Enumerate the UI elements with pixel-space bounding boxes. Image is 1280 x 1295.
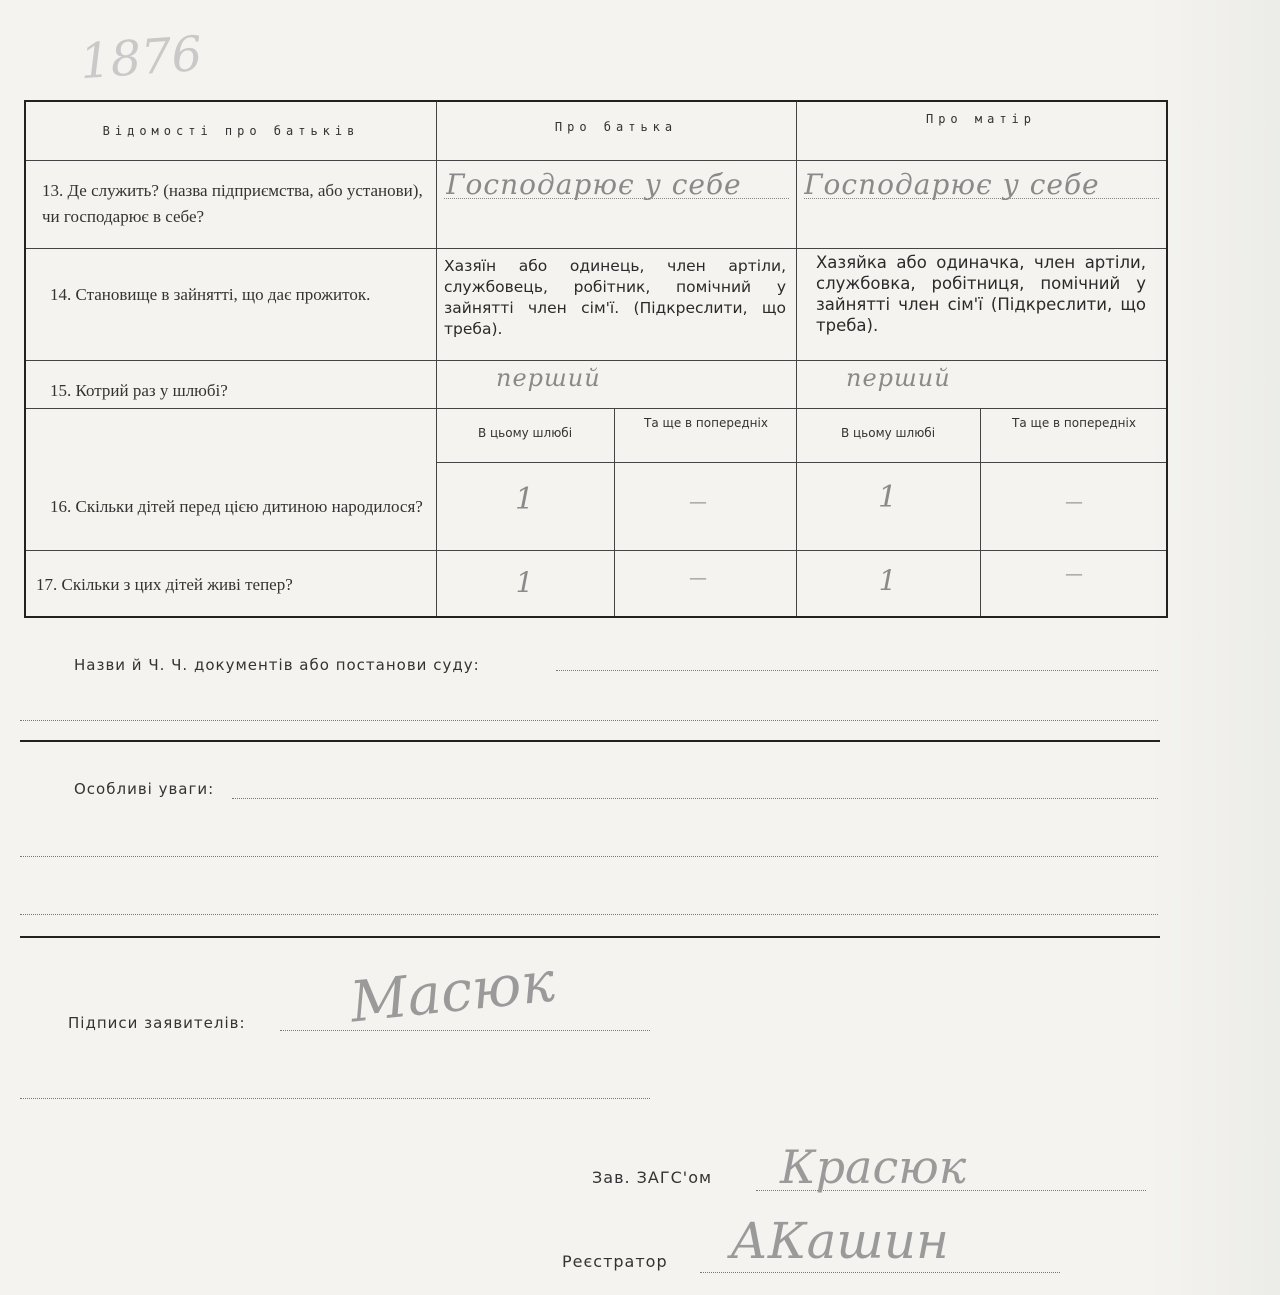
mother-this-marriage-header: В цьому шлюбі	[840, 426, 936, 440]
header-parents-info: Відомості про батьків	[102, 124, 360, 138]
mother-marriage-count: перший	[846, 364, 951, 392]
col-divider	[614, 408, 615, 616]
question-14: 14. Становище в зайнятті, що дає прожиток.	[50, 285, 371, 304]
father-marriage-count: перший	[496, 364, 601, 392]
dotted-underline	[444, 198, 789, 199]
signatures-fill-line-2	[20, 1098, 650, 1099]
remarks-fill-line	[232, 798, 1158, 799]
father-children-alive: 1	[515, 566, 535, 599]
mother-occupation-options: Хазяйка або одиначка, член артіли, службовка, робітниця, помічний у зайнятті член сім'ї (Підкреслити, що треба).	[816, 253, 1146, 335]
question-16: 16. Скільки дітей перед цією дитиною народилося?	[50, 497, 423, 516]
col-divider	[436, 102, 437, 616]
father-workplace: Господарює у себе	[446, 168, 742, 201]
zags-signature: Красюк	[780, 1140, 967, 1194]
pencil-record-number: 1876	[78, 25, 204, 91]
remarks-fill-line-2	[20, 856, 1158, 857]
dotted-underline	[804, 198, 1159, 199]
registrar-signature-line	[700, 1272, 1060, 1273]
row-divider	[26, 248, 1166, 249]
signatures-fill-line	[280, 1030, 650, 1031]
header-mother: Про матір	[925, 112, 1037, 126]
documents-fill-line	[556, 670, 1158, 671]
mother-previous-header: Та ще в попередніх	[1012, 416, 1136, 430]
mother-children-alive: 1	[878, 564, 898, 597]
mother-children-previous: —	[1065, 492, 1083, 513]
header-father: Про батька	[554, 120, 678, 134]
remarks-label: Особливі уваги:	[74, 780, 215, 798]
row-divider	[26, 160, 1166, 161]
father-children-alive-previous: —	[689, 568, 707, 589]
zags-head-label: Зав. ЗАГС'ом	[592, 1168, 713, 1187]
section-separator	[20, 936, 1160, 938]
father-previous-header: Та ще в попередніх	[644, 416, 768, 430]
col-divider	[980, 408, 981, 616]
father-children-previous: —	[689, 492, 707, 513]
applicant-signature: Масюк	[347, 949, 558, 1036]
mother-children-alive-previous: —	[1065, 564, 1083, 585]
paper-edge-shade	[1150, 0, 1280, 1295]
parents-info-table	[24, 100, 1168, 618]
father-occupation-options: Хазяїн або одинець, член артіли, службовець, робітник, помічний у зайнятті член сім'ї. (Підкреслити, що треба).	[444, 257, 786, 338]
registrar-label: Реєстратор	[562, 1252, 668, 1271]
father-children-this-marriage: 1	[514, 482, 536, 517]
documents-fill-line-2	[20, 720, 1158, 721]
col-divider	[796, 102, 797, 616]
row-divider	[26, 360, 1166, 361]
row-divider	[436, 462, 1166, 463]
question-13: 13. Де служить? (назва підприємства, або установи), чи господарює в себе?	[42, 181, 423, 226]
mother-children-this-marriage: 1	[877, 480, 899, 515]
row-divider	[26, 550, 1166, 551]
documents-label: Назви й Ч. Ч. документів або постанови суду:	[74, 656, 480, 674]
signatures-label: Підписи заявителів:	[68, 1014, 246, 1032]
section-separator	[20, 740, 1160, 742]
row-divider	[26, 408, 1166, 409]
question-17: 17. Скільки з цих дітей живі тепер?	[36, 575, 293, 594]
remarks-fill-line-3	[20, 914, 1158, 915]
registrar-signature: АКашин	[730, 1212, 949, 1270]
father-this-marriage-header: В цьому шлюбі	[477, 426, 573, 440]
question-15: 15. Котрий раз у шлюбі?	[50, 381, 228, 400]
mother-workplace: Господарює у себе	[804, 168, 1100, 201]
